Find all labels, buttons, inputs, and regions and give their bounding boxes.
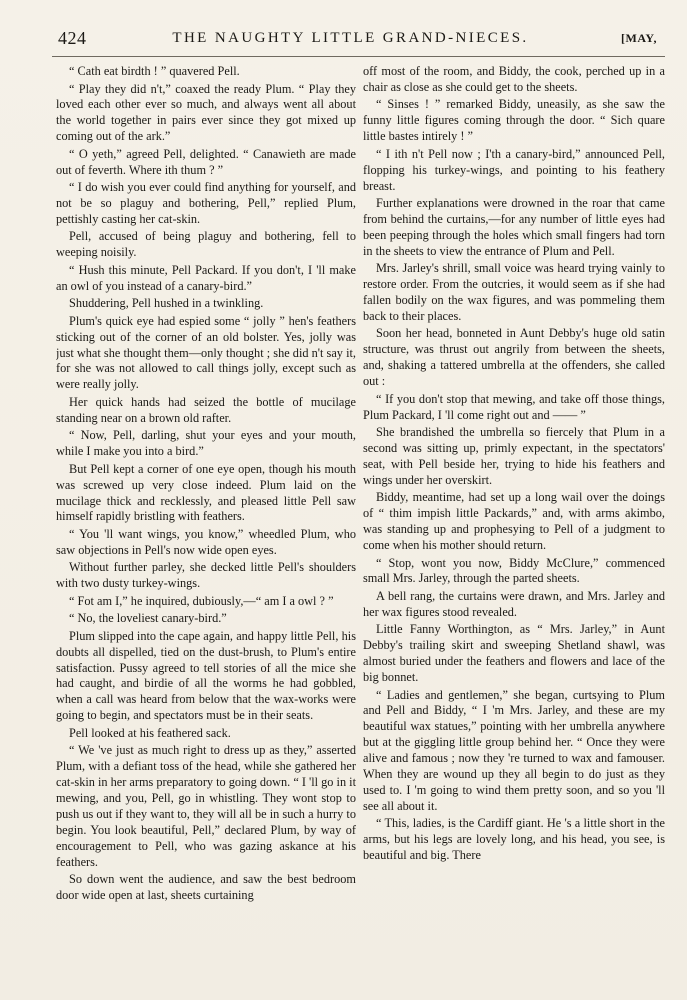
left-column: [56, 64, 356, 984]
paragraph: Pell, accused of being plaguy and bothering, fell to weeping noisily.: [56, 229, 356, 260]
paragraph: “ You 'll want wings, you know,” wheedled Plum, who saw objections in Pell's now wide open eyes.: [56, 526, 356, 557]
header-rule: [52, 56, 665, 57]
paragraph: “ Cath eat birdth ! ” quavered Pell.: [69, 64, 240, 78]
paragraph: Her quick hands had seized the bottle of mucilage standing near on a brown old rafter.: [56, 394, 356, 425]
page-number: 424: [58, 28, 87, 48]
issue-month: [MAY,: [621, 31, 657, 45]
paragraph: Plum slipped into the cape again, and happy little Pell, his doubts all dispelled, tied on the dust-brush, to Plum's entire satisfaction. Pussy agreed to tell stories of all the mice she had caught, and birdie of all the worms he had gobbled, when a call was heard from below that the wax-works were going to begin, and spectators must be in their seats.: [56, 628, 356, 723]
paragraph: Plum's quick eye had espied some “ jolly ” hen's feathers sticking out of the corner of an old bolster. Yes, jolly was just what she thought them—only thought ; she did n't say it, for she was not allowed to call things jolly, except such as were really jolly.: [56, 313, 356, 392]
paragraph: “ No, the loveliest canary-bird.”: [69, 611, 227, 626]
paragraph: But Pell kept a corner of one eye open, though his mouth was screwed up very close indeed. Plum laid on the mucilage thick and recklessly, and pleased little Pell saw himself rapidly bristling with feathers.: [56, 461, 356, 524]
paragraph: Soon her head, bonneted in Aunt Debby's huge old satin structure, was thrust out angrily from between the sheets, and, shaking a tattered umbrella at the offenders, she called out :: [363, 326, 665, 389]
paragraph: “ Ladies and gentlemen,” she began, curtsying to Plum and Pell and Biddy, “ I 'm Mrs. Jarley, and these are my beautiful wax statues,” pointing with her umbrella anywhere but at the giggling little group behind her. “ Once they were alive and famous ; now they 're turned to wax and famouser. When they are wound up they all begin to do just as they used to. I 'm going to wind them pretty soon, and so you 'll see all about it.: [363, 687, 665, 813]
paragraph: “ We 've just as much right to dress up as they,” asserted Plum, with a defiant toss of the head, while she gathered her cat-skin in her arms preparatory to going down. “ I 'll go in it mewing, and you, Pell, go in whistling. They wont stop to push us out if they want to, they will all be in such a hurry to begin. You look beautiful, Pell,” declared Plum, by way of encouragement to Pell, who was gazing askance at his feathers.: [56, 743, 356, 869]
right-column: [363, 64, 665, 984]
paragraph: “ Now, Pell, darling, shut your eyes and your mouth, while I make you into a bird.”: [56, 428, 356, 459]
page-header: [44, 26, 657, 50]
paragraph: A bell rang, the curtains were drawn, and Mrs. Jarley and her wax figures stood revealed.: [363, 588, 665, 619]
paragraph: “ Sinses ! ” remarked Biddy, uneasily, as she saw the funny little figures coming through the door. “ Sich quare little bastes intirely ! ”: [363, 97, 665, 144]
paragraph: “ This, ladies, is the Cardiff giant. He 's a little short in the arms, but his legs are lovely long, and his head, you see, is beautiful and big. There: [363, 816, 665, 863]
paragraph: “ I ith n't Pell now ; I'th a canary-bird,” announced Pell, flopping his turkey-wings, and pointing to his feathery breast.: [363, 146, 665, 193]
paragraph: Little Fanny Worthington, as “ Mrs. Jarley,” in Aunt Debby's trailing skirt and sweeping Shetland shawl, was almost buried under the feathers and flowers and lace of the big bonnet.: [363, 622, 665, 685]
paragraph: off most of the room, and Biddy, the cook, perched up in a chair as close as she could get to the sheets.: [363, 64, 665, 94]
paragraph: Pell looked at his feathered sack.: [69, 725, 231, 740]
paragraph: Without further parley, she decked little Pell's shoulders with two dusty turkey-wings.: [56, 560, 356, 591]
paragraph: Shuddering, Pell hushed in a twinkling.: [69, 296, 264, 311]
paragraph: Further explanations were drowned in the roar that came from behind the curtains,—for any number of little eyes had been peeping through the holes which small fingers had torn in the sheets to view the entrance of Plum and Pell.: [363, 196, 665, 258]
paragraph: So down went the audience, and saw the best bedroom door wide open at last, sheets curtaining: [56, 872, 356, 902]
paragraph: “ Fot am I,” he inquired, dubiously,—“ am I a owl ? ”: [69, 593, 334, 608]
paragraph: “ O yeth,” agreed Pell, delighted. “ Canawieth are made out of feverth. Where ith thum ? ”: [56, 146, 356, 177]
paragraph: “ I do wish you ever could find anything for yourself, and not be so plaguy and bothering, Pell,” replied Plum, pettishly casting her cat-skin.: [56, 180, 356, 226]
paragraph: “ Stop, wont you now, Biddy McClure,” commenced small Mrs. Jarley, through the parted sheets.: [363, 555, 665, 586]
paragraph: Biddy, meantime, had set up a long wail over the doings of “ thim impish little Packards,” and, with arms akimbo, was standing up and prophesying to Pell of a judgment to come when his mother should return.: [363, 490, 665, 553]
paragraph: “ Hush this minute, Pell Packard. If you don't, I 'll make an owl of you instead of a canary-bird.”: [56, 262, 356, 293]
paragraph: Mrs. Jarley's shrill, small voice was heard trying vainly to restore order. From the outcries, it would seem as if she had fallen bodily on the wax figures, and was pommeling them back to their places.: [363, 261, 665, 323]
paragraph: “ Play they did n't,” coaxed the ready Plum. “ Play they loved each other ever so much, and always went all about the world together in pairs ever since they got mixed up coming out of the ark.”: [56, 81, 356, 144]
running-title: THE NAUGHTY LITTLE GRAND-NIECES.: [172, 30, 529, 46]
paragraph: She brandished the umbrella so fiercely that Plum in a second was sitting up, primly expectant, in the spectators' seat, with Pell beside her, trying to hide his feathers and wings under her overskirt.: [363, 425, 665, 487]
paragraph: “ If you don't stop that mewing, and take off those things, Plum Packard, I 'll come right out and —— ”: [363, 391, 665, 422]
